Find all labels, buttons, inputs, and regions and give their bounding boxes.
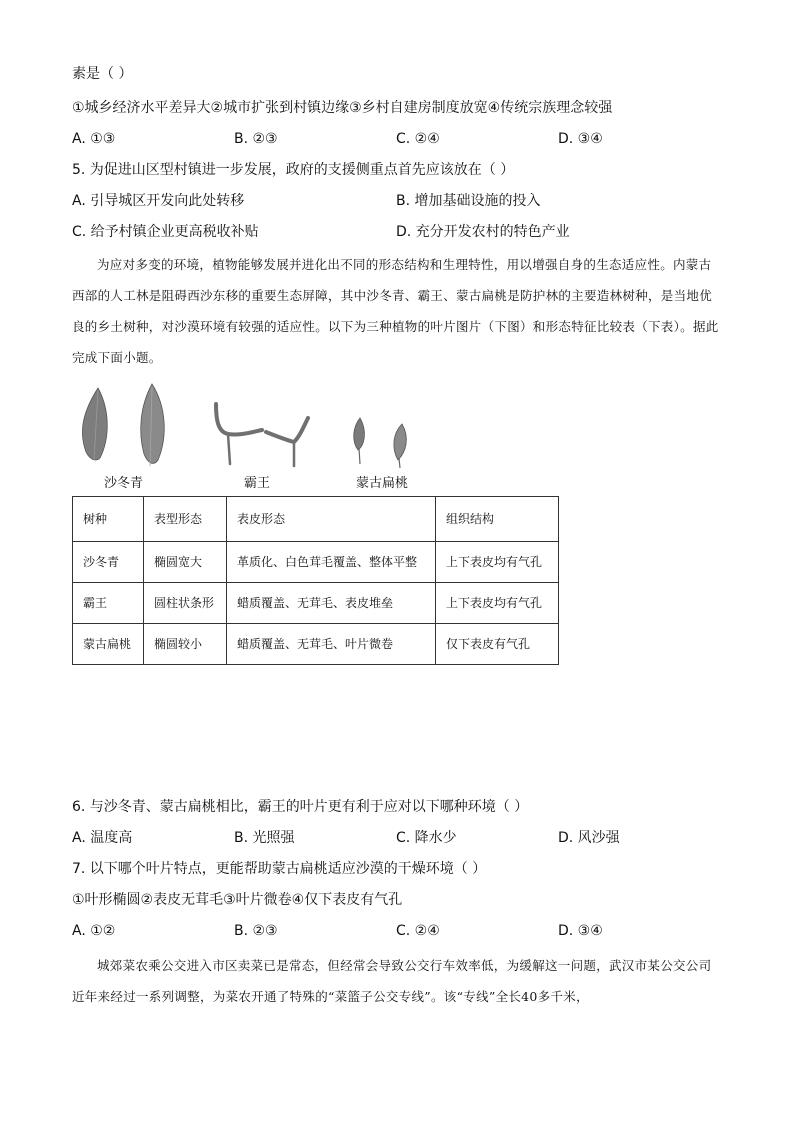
mengguabiantao-leaf-2-icon	[394, 424, 406, 460]
q4-option-b: B. ②③	[234, 131, 278, 147]
q5-stem: 5. 为促进山区型村镇进一步发展，政府的支援侧重点首先应该放在（ ）	[72, 162, 515, 178]
q6-option-c: C. 降水少	[396, 830, 457, 846]
mengguabiantao-leaf-1-icon	[354, 418, 365, 450]
table-cell: 沙冬青	[73, 542, 144, 583]
q6-stem: 6. 与沙冬青、蒙古扁桃相比，霸王的叶片更有利于应对以下哪种环境（ ）	[72, 799, 529, 815]
table-header-cell: 表型形态	[144, 497, 227, 542]
table-cell: 霸王	[73, 583, 144, 624]
table-row	[73, 624, 559, 665]
q7-statements: ①叶形椭圆②表皮无茸毛③叶片微卷④仅下表皮有气孔	[72, 892, 403, 908]
table-cell: 蜡质覆盖、无茸毛、表皮堆垒	[227, 583, 436, 624]
table-header-cell: 组织结构	[436, 497, 559, 542]
q5-option-c: C. 给予村镇企业更高税收补贴	[72, 224, 259, 240]
leaf-illustrations	[72, 380, 452, 470]
table-cell: 仅下表皮有气孔	[436, 624, 559, 665]
table-cell: 圆柱状条形	[144, 583, 227, 624]
leaf-figure	[72, 380, 452, 490]
table-cell: 椭圆宽大	[144, 542, 227, 583]
q7-option-d: D. ③④	[558, 923, 603, 939]
table-cell: 蜡质覆盖、无茸毛、叶片微卷	[227, 624, 436, 665]
table-header-cell: 表皮形态	[227, 497, 436, 542]
table-header-row	[73, 497, 559, 542]
passage-plants	[72, 249, 722, 373]
table-header-cell: 树种	[73, 497, 144, 542]
q4-option-d: D. ③④	[558, 131, 603, 147]
q7-option-a: A. ①②	[72, 923, 116, 939]
q5-option-b: B. 增加基础设施的投入	[396, 193, 541, 209]
table-cell: 上下表皮均有气孔	[436, 583, 559, 624]
table-cell: 革质化、白色茸毛覆盖、整体平整	[227, 542, 436, 583]
table-row	[73, 583, 559, 624]
q4-stem-end: 素是（ ）	[72, 66, 133, 82]
q7-stem: 7. 以下哪个叶片特点，更能帮助蒙古扁桃适应沙漠的干燥环境（ ）	[72, 861, 487, 877]
bawang-leaf-2-icon	[266, 418, 308, 442]
q4-option-c: C. ②④	[396, 131, 440, 147]
caption-mengguabiantao: 蒙古扁桃	[356, 476, 409, 491]
caption-bawang: 霸王	[244, 476, 271, 491]
passage-bus	[72, 950, 722, 1012]
q4-statements: ①城乡经济水平差异大②城市扩张到村镇边缘③乡村自建房制度放宽④传统宗族理念较强	[72, 100, 613, 116]
bawang-leaf-1-icon	[216, 404, 262, 435]
table-cell: 上下表皮均有气孔	[436, 542, 559, 583]
table-row	[73, 542, 559, 583]
shadongqing-leaf-2-icon	[141, 384, 165, 463]
q5-option-d: D. 充分开发农村的特色产业	[396, 224, 570, 240]
passage-plants-text: 为应对多变的环境，植物能够发展并进化出不同的形态结构和生理特性，用以增强自身的生态适应性。内蒙古西部的人工林是阻碍西沙东移的重要生态屏障，其中沙冬青、霸王、蒙古扁桃是防护林的主要造林树种，是当地优良的乡土树种，对沙漠环境有较强的适应性。以下为三种植物的叶片图片（下图）和形态特征比较表（下表）。据此完成下面小题。	[72, 257, 719, 365]
table-cell: 椭圆较小	[144, 624, 227, 665]
q6-option-b: B. 光照强	[234, 830, 295, 846]
caption-shadongqing: 沙冬青	[104, 476, 144, 491]
passage-bus-text: 城郊菜农乘公交进入市区卖菜已是常态，但经常会导致公交行车效率低，为缓解这一问题，武汉市某公交公司近年来经过一系列调整，为菜农开通了特殊的“菜篮子公交专线”。该“专线”全长40多千米，	[72, 958, 712, 1004]
q6-option-a: A. 温度高	[72, 830, 133, 846]
q7-option-c: C. ②④	[396, 923, 440, 939]
morphology-table	[72, 496, 559, 665]
q7-option-b: B. ②③	[234, 923, 278, 939]
q6-option-d: D. 风沙强	[558, 830, 620, 846]
q4-option-a: A. ①③	[72, 131, 116, 147]
q5-option-a: A. 引导城区开发向此处转移	[72, 193, 245, 209]
table-cell: 蒙古扁桃	[73, 624, 144, 665]
